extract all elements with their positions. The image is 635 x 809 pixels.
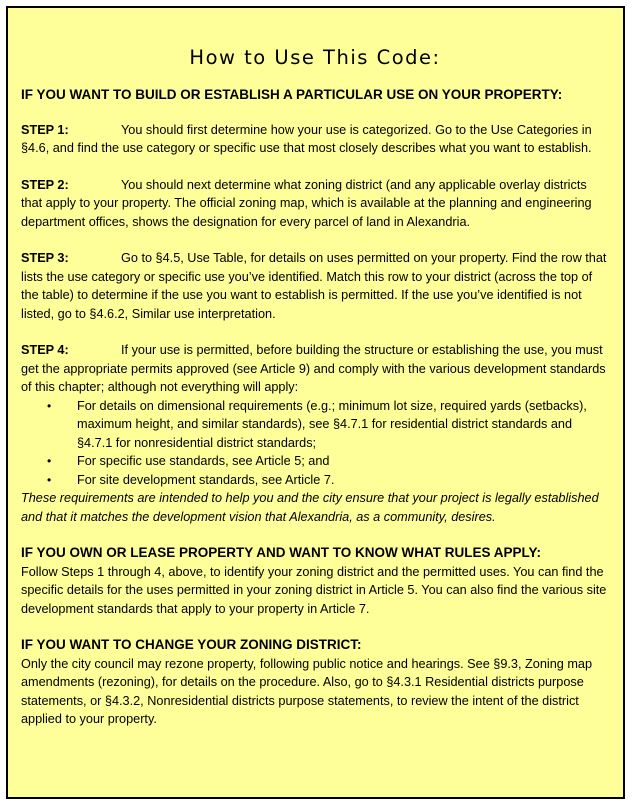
step-4-label: STEP 4: bbox=[21, 343, 69, 357]
step-4-text: If your use is permitted, before building the structure or establishing the use, you must get the appropriate permits approved (see Article 9) and comply with the various development standards of this chapter; although not everything will apply: bbox=[21, 343, 606, 394]
change-zoning-body: Only the city council may rezone property, following public notice and hearings. See §9.3, Zoning map amendments (rezoning), for details on the procedure. Also, go to §4.3.1 Residential districts purpose statements, or §4.3.2, Nonresidential districts purpose statements, to review the intent of the district applied to your property. bbox=[21, 656, 593, 726]
bullet-icon: • bbox=[47, 454, 52, 468]
step-1-text: You should first determine how your use is categorized. Go to the Use Categories in §4.6, and find the use category or specific use that most closely describes what you want to establish. bbox=[21, 122, 592, 155]
step-3 bbox=[21, 249, 609, 323]
page-title: How to Use This Code: bbox=[189, 46, 441, 69]
step-3-label: STEP 3: bbox=[21, 251, 69, 265]
step-4-bullet-list bbox=[21, 397, 609, 490]
step-4 bbox=[21, 341, 609, 397]
step-3-text: Go to §4.5, Use Table, for details on uses permitted on your property. Find the row that lists the use category or specific use you’ve identified. Match this row to your district (across the top of the table) to determine if the use you want to establish is permitted. If the use you’ve identified is not listed, go to §4.6.2, Similar use interpretation. bbox=[21, 251, 607, 321]
bullet-text: For specific use standards, see Article 5; and bbox=[77, 454, 330, 468]
step-2-label: STEP 2: bbox=[21, 177, 69, 192]
build-use-heading: IF YOU WANT TO BUILD OR ESTABLISH A PARTICULAR USE ON YOUR PROPERTY: bbox=[21, 87, 563, 102]
step-1 bbox=[21, 121, 609, 158]
requirements-note: These requirements are intended to help you and the city ensure that your project is legally established and that it matches the development vision that Alexandria, as a community, desires. bbox=[21, 491, 599, 524]
list-item bbox=[21, 452, 609, 471]
list-item bbox=[21, 471, 609, 490]
how-to-use-box bbox=[6, 6, 625, 799]
step-2 bbox=[21, 176, 609, 232]
list-item bbox=[21, 397, 609, 453]
bullet-text: For site development standards, see Article 7. bbox=[77, 472, 335, 487]
bullet-icon: • bbox=[47, 398, 52, 413]
step-1-label: STEP 1: bbox=[21, 122, 69, 137]
bullet-icon: • bbox=[47, 472, 52, 487]
bullet-text: For details on dimensional requirements (e.g.; minimum lot size, required yards (setbacks), maximum height, and similar standards), see §4.7.1 for residential district standards and §4.7.1 for nonresidential district standards; bbox=[77, 398, 587, 450]
change-zoning-heading: IF YOU WANT TO CHANGE YOUR ZONING DISTRICT: bbox=[21, 637, 362, 652]
step-2-text: You should next determine what zoning district (and any applicable overlay districts that apply to your property. The official zoning map, which is available at the planning and engineering department offices, shows the designation for every parcel of land in Alexandria. bbox=[21, 177, 592, 229]
own-lease-body: Follow Steps 1 through 4, above, to identify your zoning district and the permitted uses. You can find the specific details for the uses permitted in your zoning district in Article 5. You can also find the various site development standards that apply to your property in Article 7. bbox=[21, 564, 607, 616]
own-lease-heading: IF YOU OWN OR LEASE PROPERTY AND WANT TO KNOW WHAT RULES APPLY: bbox=[21, 545, 542, 560]
